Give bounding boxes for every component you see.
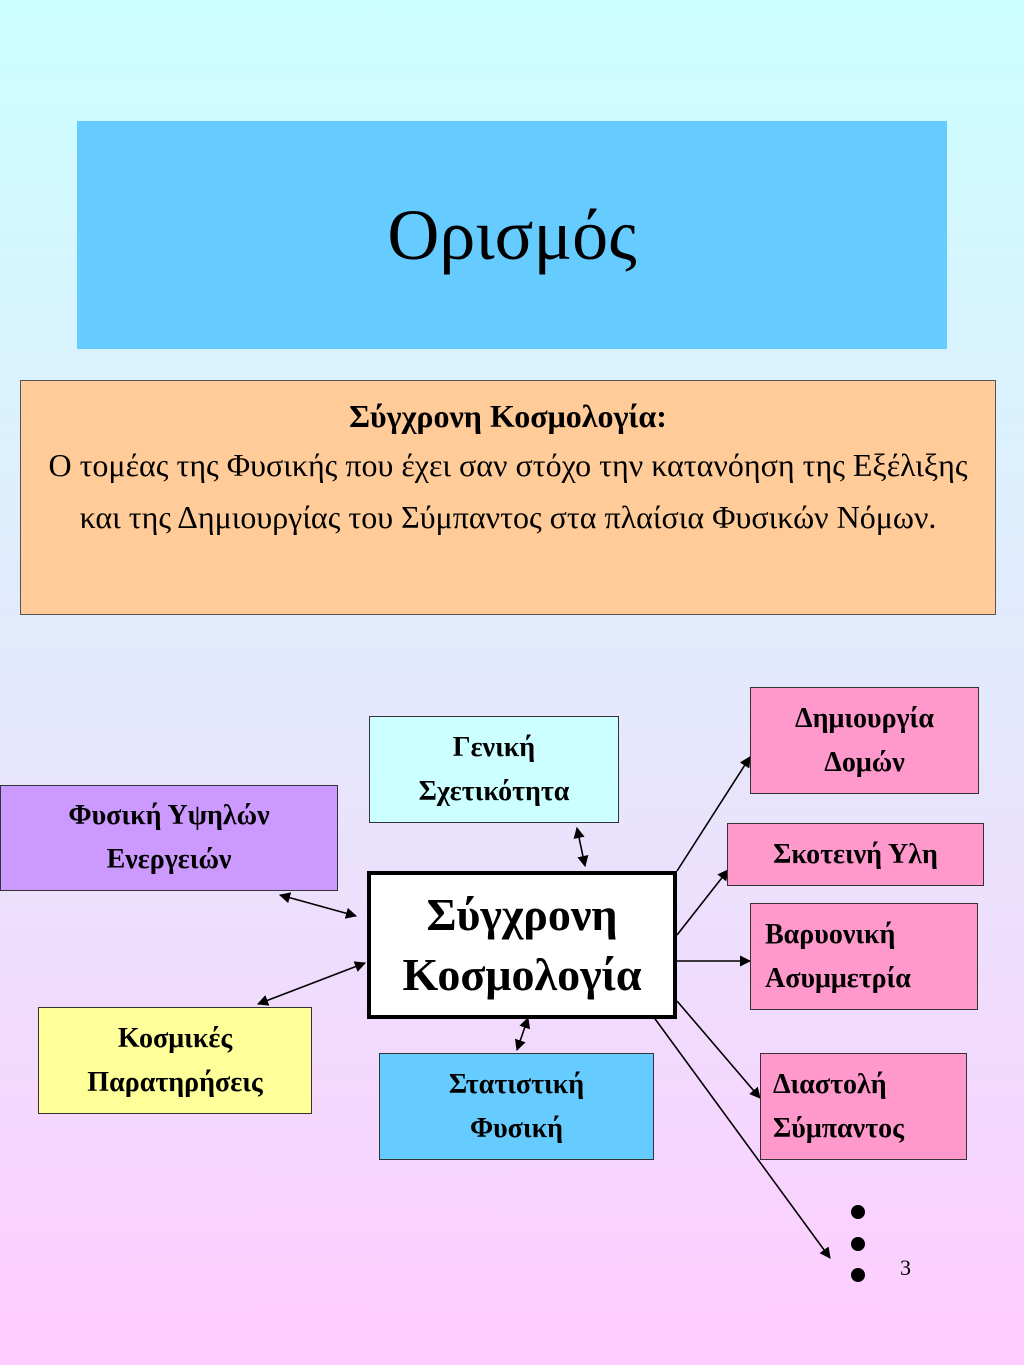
ellipsis-dot — [851, 1268, 865, 1282]
definition-heading: Σύγχρονη Κοσμολογία: — [349, 398, 667, 434]
arrow-dark-matter — [677, 870, 728, 935]
node-high-energy-physics — [0, 785, 338, 891]
node-dark-matter-line1: Σκοτεινή Υλη — [773, 838, 938, 870]
center-node-line1: Σύγχρονη — [426, 889, 618, 940]
node-universe-expansion — [760, 1053, 967, 1160]
page-number: 3 — [900, 1255, 911, 1280]
ellipsis-dot — [851, 1237, 865, 1251]
definition-box — [20, 380, 996, 615]
arrow-cosmic-observations — [258, 963, 365, 1004]
node-general-relativity-line2: Σχετικότητα — [418, 775, 570, 807]
node-baryon-asymmetry-line2: Ασυμμετρία — [765, 962, 911, 994]
node-universe-expansion-line1: Διαστολή — [773, 1068, 887, 1100]
title-banner — [77, 121, 947, 349]
node-structure-formation-line1: Δημιουργία — [795, 702, 934, 734]
node-dark-matter — [727, 823, 984, 886]
node-universe-expansion-line2: Σύμπαντος — [773, 1112, 904, 1144]
node-statistical-physics-line2: Φυσική — [469, 1112, 564, 1144]
node-statistical-physics — [379, 1053, 654, 1160]
node-baryon-asymmetry-line1: Βαρυονική — [765, 918, 896, 950]
page-title: Ορισμός — [387, 194, 637, 275]
node-general-relativity — [369, 716, 619, 823]
center-node-modern-cosmology — [367, 871, 677, 1019]
definition-body: Ο τομέας της Φυσικής που έχει σαν στόχο την κατανόηση της Εξέλιξης και της Δημιουργίας του Σύμπαντος στα πλαίσια Φυσικών Νόμων. — [48, 447, 968, 535]
node-statistical-physics-line1: Στατιστική — [448, 1068, 585, 1100]
node-structure-formation-line2: Δομών — [824, 746, 905, 778]
node-general-relativity-line1: Γενική — [452, 731, 536, 763]
node-high-energy-line1: Φυσική Υψηλών — [68, 800, 270, 831]
ellipsis-dot — [851, 1205, 865, 1219]
arrow-universe-expansion — [677, 1001, 760, 1098]
node-high-energy-line2: Ενεργειών — [106, 844, 232, 875]
node-cosmic-observations-line1: Κοσμικές — [117, 1022, 233, 1054]
node-cosmic-observations-line2: Παρατηρήσεις — [87, 1066, 263, 1098]
node-baryon-asymmetry — [750, 903, 978, 1010]
center-node-line2: Κοσμολογία — [402, 949, 642, 1000]
arrow-statistical-physics — [517, 1018, 528, 1050]
arrow-high-energy — [280, 895, 356, 916]
arrow-general-relativity — [577, 828, 585, 866]
node-structure-formation — [750, 687, 979, 794]
node-cosmic-observations — [38, 1007, 312, 1114]
